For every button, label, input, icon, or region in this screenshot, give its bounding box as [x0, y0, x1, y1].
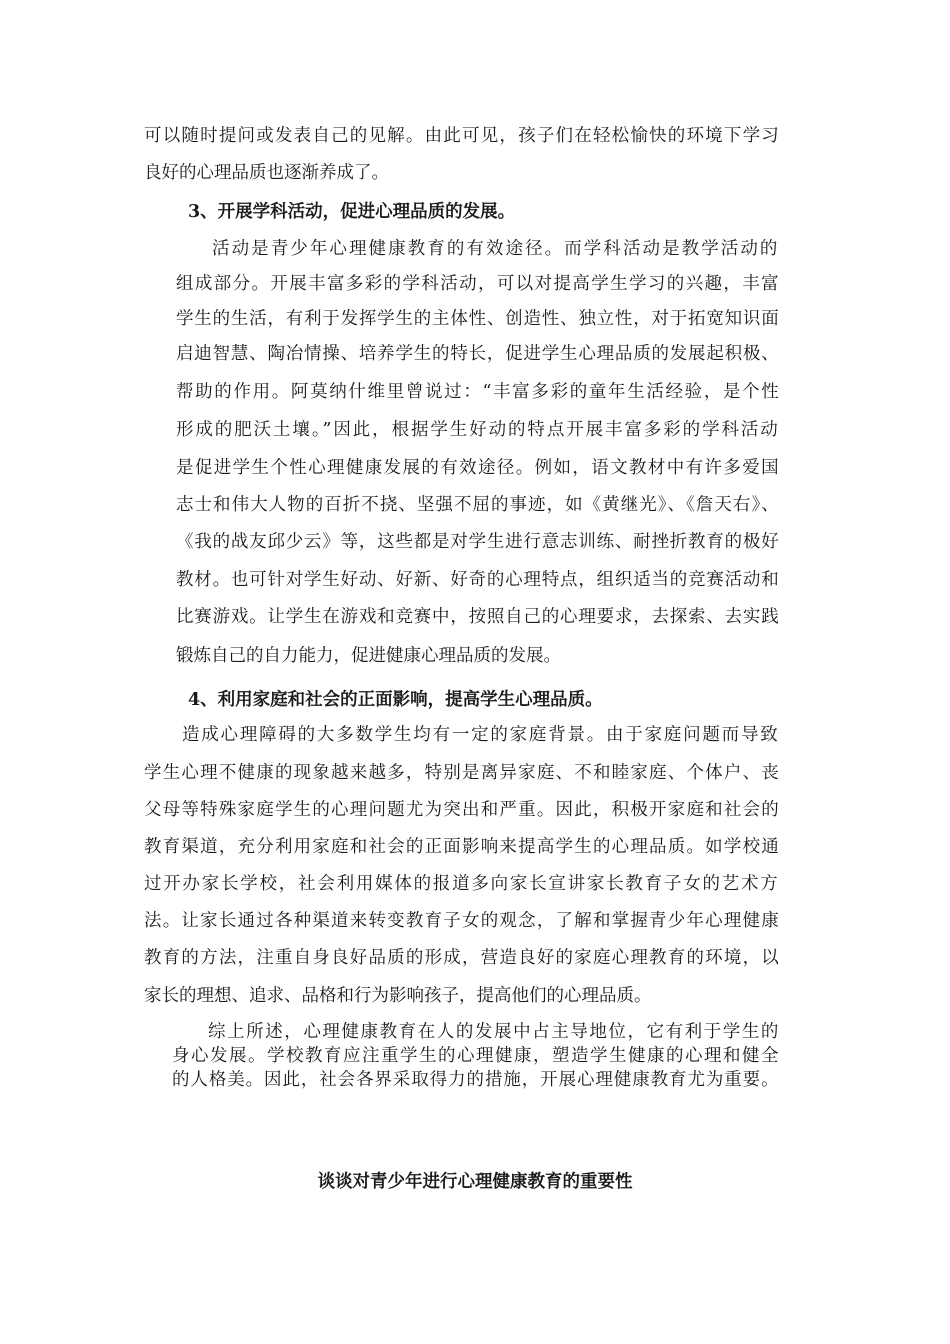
text-line: 的人格美。因此，社会各界采取得力的措施，开展心理健康教育尤为重要。 — [172, 1070, 780, 1090]
text-line: 形成的肥沃土壤。”因此，根据学生好动的特点开展丰富多彩的学科活动 — [176, 420, 780, 440]
text-line: 父母等特殊家庭学生的心理问题尤为突出和严重。因此，积极开家庭和社会的 — [144, 800, 780, 820]
text-line: 是促进学生个性心理健康发展的有效途径。例如，语文教材中有许多爱国 — [176, 458, 780, 478]
text-line: 比赛游戏。让学生在游戏和竞赛中，按照自己的心理要求，去探索、去实践 — [176, 607, 780, 627]
section-heading-4: 4、利用家庭和社会的正面影响，提高学生心理品质。 — [188, 690, 603, 710]
text-line: 学生的生活，有利于发挥学生的主体性、创造性、独立性，对于拓宽知识面 — [176, 309, 780, 329]
text-line: 锻炼自己的自力能力，促进健康心理品质的发展。 — [176, 646, 561, 666]
text-line: 启迪智慧、陶冶情操、培养学生的特长，促进学生心理品质的发展起积极、 — [176, 344, 780, 364]
text-line: 教材。也可针对学生好动、好新、好奇的心理特点，组织适当的竞赛活动和 — [176, 570, 780, 590]
text-line: 良好的心理品质也逐渐养成了。 — [144, 163, 389, 183]
text-line: 《我的战友邱少云》等，这些都是对学生进行意志训练、耐挫折教育的极好 — [176, 532, 780, 552]
text-line: 学生心理不健康的现象越来越多，特别是离异家庭、不和睦家庭、个体户、丧 — [144, 763, 780, 783]
text-line: 综上所述，心理健康教育在人的发展中占主导地位，它有利于学生的 — [208, 1022, 780, 1042]
text-line: 活动是青少年心理健康教育的有效途径。而学科活动是教学活动的 — [212, 239, 780, 259]
text-line: 可以随时提问或发表自己的见解。由此可见，孩子们在轻松愉快的环境下学习 — [144, 126, 780, 146]
text-line: 教育的方法，注重自身良好品质的形成，营造良好的家庭心理教育的环境，以 — [144, 948, 780, 968]
text-line: 志士和伟大人物的百折不挠、坚强不屈的事迹，如《黄继光》、《詹天右》、 — [176, 495, 780, 515]
text-line: 造成心理障碍的大多数学生均有一定的家庭背景。由于家庭问题而导致 — [182, 725, 780, 745]
text-line: 帮助的作用。阿莫纳什维里曾说过：“丰富多彩的童年生活经验，是个性 — [176, 382, 781, 402]
text-line: 法。让家长通过各种渠道来转变教育子女的观念，了解和掌握青少年心理健康 — [144, 911, 780, 931]
section-heading-3: 3、开展学科活动，促进心理品质的发展。 — [188, 202, 516, 222]
text-line: 过开办家长学校，社会利用媒体的报道多向家长宣讲家长教育子女的艺术方 — [144, 874, 780, 894]
article-title: 谈谈对青少年进行心理健康教育的重要性 — [317, 1172, 633, 1192]
text-line: 身心发展。学校教育应注重学生的心理健康，塑造学生健康的心理和健全 — [172, 1046, 780, 1066]
text-line: 家长的理想、追求、品格和行为影响孩子，提高他们的心理品质。 — [144, 986, 652, 1006]
text-line: 组成部分。开展丰富多彩的学科活动，可以对提高学生学习的兴趣，丰富 — [176, 274, 780, 294]
text-line: 教育渠道，充分利用家庭和社会的正面影响来提高学生的心理品质。如学校通 — [144, 837, 780, 857]
